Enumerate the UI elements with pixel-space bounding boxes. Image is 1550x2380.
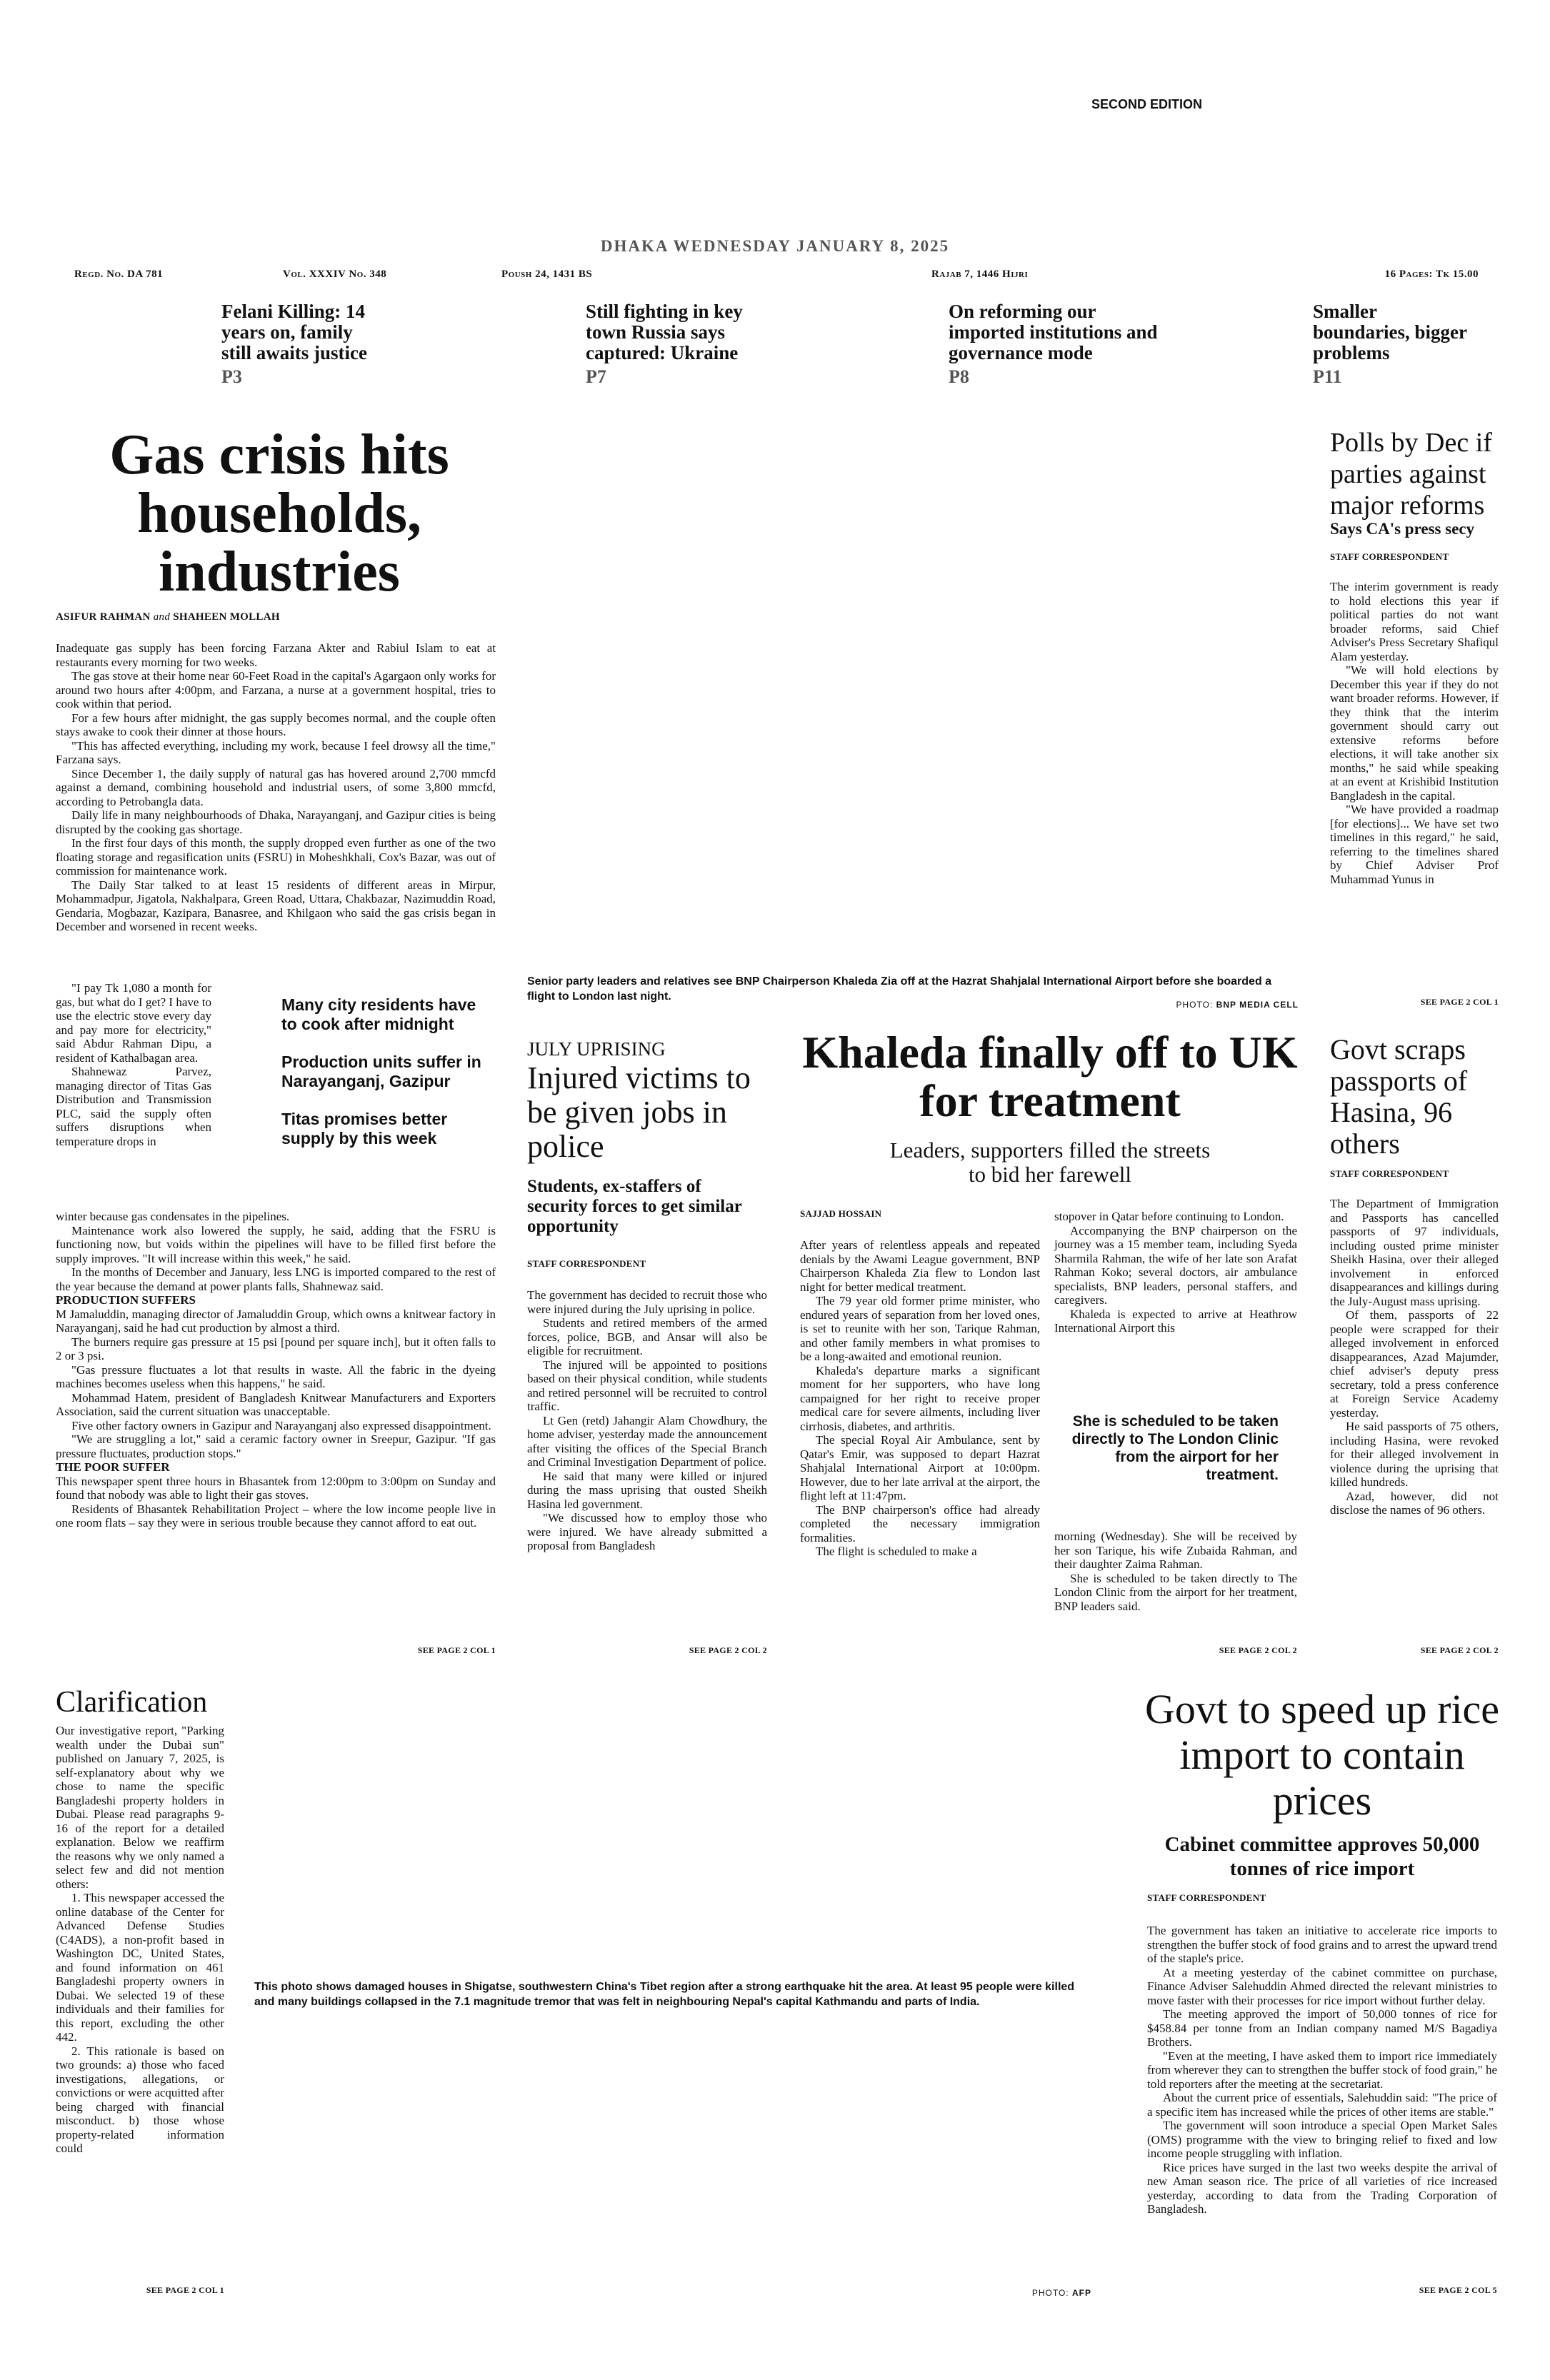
july-headline[interactable]: Injured victims to be given jobs in police <box>527 1060 751 1164</box>
paragraph: Daily life in many neighbourhoods of Dhaka, Narayanganj, and Gazipur cities is being disrupted by the cooking gas shortage. <box>56 808 496 836</box>
paragraph: Inadequate gas supply has been forcing Farzana Akter and Rabiul Islam to eat at restaurants every morning for two weeks. <box>56 641 496 669</box>
byline-and: and <box>153 611 171 623</box>
gas-see-page-link[interactable]: SEE PAGE 2 COL 1 <box>417 1645 496 1655</box>
teaser-title: Still fighting in key town Russia says captured: Ukraine <box>586 301 743 363</box>
earthquake-photo-caption: This photo shows damaged houses in Shigatse, southwestern China's Tibet region after a strong earthquake hit the area. At least 95 people were killed and many buildings collapsed in the 7.1 magnitude tremor that was felt in neighbouring Nepal's capital Kathmandu and parts of India. <box>254 1981 1075 2008</box>
paragraph: The Daily Star talked to at least 15 residents of different areas in Mirpur, Mohammadpur, Jigatola, Nakhalpara, Green Road, Uttara, Chakbazar, Nazimuddin Road, Gendaria, Mogbazar, Kazipara, Banasree, and Khilgaon who said the gas crisis began in December and worsened in recent weeks. <box>56 878 496 933</box>
khaleda-subhead: Leaders, supporters filled the streets to bid her farewell <box>889 1138 1211 1187</box>
page-count-price: 16 Pages: Tk 15.00 <box>1384 268 1479 280</box>
paragraph: For a few hours after midnight, the gas supply becomes normal, and the couple often stays awake to cook their dinner at those hours. <box>56 711 496 738</box>
paragraph: About the current price of essentials, Salehuddin said: "The price of a specific item has increased while the prices of other items are stable." <box>1147 2091 1497 2119</box>
paragraph: The gas stove at their home near 60-Feet Road in the capital's Agargaon only works for around two hours after 4:00pm, and Farzana, a nurse at a government hospital, tries to cook within that period. <box>56 669 496 711</box>
khaleda-byline: SAJJAD HOSSAIN <box>800 1208 882 1219</box>
gas-highlights <box>281 995 496 1148</box>
paragraph: The flight is scheduled to make a <box>816 1545 977 1558</box>
teaser-page: P11 <box>1313 366 1342 387</box>
polls-subhead: Says CA's press secy <box>1330 520 1475 538</box>
credit-name: AFP <box>1072 2288 1091 2298</box>
clarification-body <box>56 1724 224 2156</box>
paragraph: 1. This newspaper accessed the online database of the Center for Advanced Defense Studies (C4ADS), a non-profit based in Washington DC, United States, and found information on 461 Bangladeshi property owners in Dubai. We selected 19 of these individuals and their families for this report, excluding the other 442. <box>56 1891 224 2044</box>
paragraph: Of them, passports of 22 people were scrapped for their alleged involvement in enforced disappearances, Azad Majumder, chief adviser's deputy press secretary, told a press conference at Foreign Service Academy yesterday. <box>1330 1308 1499 1420</box>
paragraph: Azad, however, did not disclose the names of 96 others. <box>1330 1489 1499 1517</box>
paragraph: Five other factory owners in Gazipur and Narayanganj also expressed disappointment. <box>71 1418 491 1432</box>
paragraph: Since December 1, the daily supply of natural gas has hovered around 2,700 mmcfd against a demand, combining household and industrial users, of some 3,800 mmcfd, according to Petrobangla data. <box>56 766 496 808</box>
polls-byline: STAFF CORRESPONDENT <box>1330 551 1449 562</box>
passport-headline[interactable]: Govt scraps passports of Hasina, 96 others <box>1330 1033 1468 1160</box>
paragraph: The BNP chairperson's office had already completed the necessary immigration formalities. <box>800 1502 1040 1545</box>
paragraph: The injured will be appointed to positions based on their physical condition, while students and retired personnel will be recruited to control traffic. <box>527 1357 767 1413</box>
paragraph: At a meeting yesterday of the cabinet committee on purchase, Finance Adviser Salehuddin Ahmed directed the relevant ministries to move faster with their processes for rice import without further delay. <box>1147 1965 1497 2007</box>
credit-name: BNP MEDIA CELL <box>1216 1000 1299 1010</box>
paragraph: "This has affected everything, including my work, because I feel drowsy all the time," Farzana says. <box>56 738 496 766</box>
khaleda-body-col1 <box>800 1238 1040 1559</box>
paragraph: Khaleda's departure marks a significant moment for her supporters, who have long campaigned for her right to receive proper medical care for severe ailments, including liver cirrhosis, diabetes, and arthritis. <box>800 1363 1040 1433</box>
rice-see-page-link[interactable]: SEE PAGE 2 COL 5 <box>1419 2285 1497 2295</box>
paragraph: This newspaper spent three hours in Bhasantek from 12:00pm to 3:00pm on Sunday and found that nobody was able to light their gas stoves. <box>56 1474 496 1502</box>
paragraph: Maintenance work also lowered the supply, he said, adding that the FSRU is functioning now, but voids within the pipelines will have to be filled first before the supply improves. "It will increase within this week," he said. <box>56 1223 496 1265</box>
paragraph: "We discussed how to employ those who were injured. We have already submitted a proposal from Bangladesh <box>527 1511 767 1552</box>
byline-author: SHAHEEN MOLLAH <box>173 611 280 623</box>
paragraph: The interim government is ready to hold elections this year if political parties do not want broader reforms, said Chief Adviser's Press Secretary Shafiqul Alam yesterday. <box>1330 580 1499 663</box>
earthquake-photo-credit <box>986 2288 1091 2298</box>
clarification-headline[interactable]: Clarification <box>56 1686 208 1719</box>
paragraph: The burners require gas pressure at 15 psi [pound per square inch], but it often falls to 2 or 3 psi. <box>56 1335 496 1362</box>
earthquake-photo <box>250 1685 1093 1979</box>
teaser-governance[interactable] <box>949 301 1163 388</box>
khaleda-body-col2-bottom <box>1054 1530 1297 1613</box>
gas-headline[interactable]: Gas crisis hits households, industries <box>109 423 449 603</box>
teaser-page: P3 <box>221 366 242 387</box>
paragraph: Shahnewaz Parvez, managing director of Titas Gas Distribution and Transmission PLC, said the supply often suffers disruptions when temperature drops in <box>56 1065 211 1148</box>
khaleda-pull-quote: She is scheduled to be taken directly to The London Clinic from the airport for her treatment. <box>1071 1413 1279 1483</box>
teaser-title: Felani Killing: 14 years on, family still awaits justice <box>221 301 367 363</box>
volume-number: Vol. XXXIV No. 348 <box>283 268 387 280</box>
paragraph: After years of relentless appeals and repeated denials by the Awami League government, BNP Chairperson Khaleda Zia flew to London last night for better medical treatment. <box>800 1238 1040 1294</box>
highlight-item: Many city residents have to cook after midnight <box>281 995 476 1033</box>
khaleda-photo-caption: Senior party leaders and relatives see BNP Chairperson Khaleda Zia off at the Hazrat Shahjalal International Airport before she boarded a flight to London last night. <box>527 975 1272 1003</box>
highlight-item: Titas promises better supply by this week <box>281 1110 448 1148</box>
july-byline: STAFF CORRESPONDENT <box>527 1258 646 1269</box>
paragraph: The government has taken an initiative to accelerate rice imports to strengthen the buffer stock of food grains and to arrest the upward trend of the staple's price. <box>1147 1924 1497 1965</box>
july-kicker: JULY UPRISING <box>527 1038 666 1060</box>
paragraph: Rice prices have surged in the last two weeks despite the arrival of new Aman season rice. The price of all varieties of rice increased yesterday, according to data from the Trading Corporation of Bangladesh. <box>1147 2160 1497 2216</box>
paragraph: "I pay Tk 1,080 a month for gas, but what do I get? I have to use the electric stove every day and pay more for electricity," said Abdur Rahman Dipu, a resident of Kathalbagan area. <box>56 981 211 1065</box>
rice-headline[interactable]: Govt to speed up rice import to contain prices <box>1144 1686 1500 1824</box>
subhead-production: PRODUCTION SUFFERS <box>56 1293 196 1307</box>
khaleda-headline[interactable]: Khaleda finally off to UK for treatment <box>802 1027 1298 1126</box>
teaser-page: P8 <box>949 366 969 387</box>
teaser-boundaries[interactable] <box>1313 301 1470 388</box>
hijri-date: Rajab 7, 1446 Hijri <box>931 268 1029 280</box>
dateline: DHAKA WEDNESDAY JANUARY 8, 2025 <box>600 237 950 255</box>
teaser-felani[interactable] <box>221 301 386 388</box>
paragraph: winter because gas condensates in the pipelines. <box>56 1210 290 1223</box>
khaleda-see-page-link[interactable]: SEE PAGE 2 COL 2 <box>1219 1645 1297 1655</box>
passport-byline: STAFF CORRESPONDENT <box>1330 1168 1449 1179</box>
paragraph: "Gas pressure fluctuates a lot that results in waste. All the fabric in the dyeing machines becomes useless when this happens," he said. <box>56 1362 496 1390</box>
paragraph: "We are struggling a lot," said a ceramic factory owner in Sreepur, Gazipur. "If gas pressure fluctuates, production stops." <box>56 1432 496 1460</box>
paragraph: M Jamaluddin, managing director of Jamaluddin Group, which owns a knitwear factory in Narayanganj, said he had cut production by almost a third. <box>56 1307 496 1335</box>
regd-number: Regd. No. DA 781 <box>74 268 164 280</box>
subhead-poor: THE POOR SUFFER <box>56 1460 170 1474</box>
paragraph: "We have provided a roadmap [for elections]... We have set two timelines in this regard," he said, referring to the timelines shared by Chief Adviser Prof Muhammad Yunus in <box>1330 803 1499 886</box>
polls-body <box>1330 580 1499 886</box>
paragraph: In the first four days of this month, the supply dropped even further as one of the two floating storage and regasification units (FSRU) in Moheshkhali, Cox's Bazar, was out of commission for maintenance work. <box>56 836 496 878</box>
gas-byline <box>56 611 280 623</box>
paragraph: Students and retired members of the armed forces, police, BGB, and Ansar will also be eligible for recruitment. <box>527 1316 767 1357</box>
paragraph: The 79 year old former prime minister, who endured years of separation from her loved ones, is set to reunite with her son, Tarique Rahman, and other family members in what promises to be a long-awaited and emotional reunion. <box>800 1294 1040 1363</box>
khaleda-body-col2 <box>1054 1210 1297 1335</box>
teaser-ukraine[interactable] <box>586 301 757 388</box>
july-subhead: Students, ex-staffers of security forces to get similar opportunity <box>527 1177 742 1236</box>
paragraph: The government has decided to recruit those who were injured during the July uprising in police. <box>527 1288 767 1316</box>
paragraph: Residents of Bhasantek Rehabilitation Project – where the low income people live in one room flats – say they were in serious trouble because they cannot afford to eat out. <box>56 1502 496 1530</box>
passport-body <box>1330 1197 1499 1517</box>
khaleda-airport-photo <box>527 426 1299 968</box>
paragraph: Accompanying the BNP chairperson on the journey was a 15 member team, including Syeda Sharmila Rahman, the wife of her late son Arafat Rahman Koko; several doctors, air ambulance specialists, BNP leaders, personal staffers, and caregivers. <box>1054 1223 1297 1307</box>
july-see-page-link[interactable]: SEE PAGE 2 COL 2 <box>689 1645 767 1655</box>
teaser-title: On reforming our imported institutions and governance mode <box>949 301 1158 363</box>
july-body <box>527 1288 767 1553</box>
teaser-title: Smaller boundaries, bigger problems <box>1313 301 1467 363</box>
paragraph: He said that many were killed or injured during the mass uprising that ousted Sheikh Hasina led government. <box>527 1469 767 1511</box>
paragraph: Khaleda is expected to arrive at Heathrow International Airport this <box>1054 1307 1297 1335</box>
paragraph: Our investigative report, "Parking wealth under the Dubai sun" published on January 7, 2025, is self-explanatory about why we chose to name the specific Bangladeshi property holders in Dubai. Please read paragraphs 9-16 of the report for a detailed explanation. Below we reaffirm the reasons why we only named a select few and did not mention others: <box>56 1724 224 1891</box>
rice-body <box>1147 1924 1497 2216</box>
edition-label: SECOND EDITION <box>1091 97 1203 111</box>
paragraph: "Even at the meeting, I have asked them to import rice immediately from wherever they can to strengthen the buffer stock of food grain," he told reporters after the meeting at the secretariat. <box>1147 2049 1497 2091</box>
paragraph: The government will soon introduce a special Open Market Sales (OMS) programme with the view to bringing relief to fixed and low income people struggling with inflation. <box>1147 2119 1497 2160</box>
paragraph: In the months of December and January, less LNG is imported compared to the rest of the year because the demand at power plants falls, Shahnewaz said. <box>56 1265 496 1293</box>
byline-author: ASIFUR RAHMAN <box>56 611 151 623</box>
polls-headline[interactable]: Polls by Dec if parties against major reforms <box>1330 428 1492 521</box>
paragraph: morning (Wednesday). She will be received by her son Tarique, his wife Zubaida Rahman, and their daughter Zaima Rahman. <box>1054 1530 1297 1571</box>
gas-body-bottom <box>56 1210 496 1530</box>
credit-label: PHOTO: <box>1031 2288 1069 2298</box>
rice-byline: STAFF CORRESPONDENT <box>1147 1892 1266 1903</box>
khaleda-photo-credit <box>1086 1000 1299 1010</box>
highlight-item: Production units suffer in Narayanganj, Gazipur <box>281 1053 481 1090</box>
paragraph: The Department of Immigration and Passports has cancelled passports of 97 individuals, including ousted prime minister Sheikh Hasina, over their alleged involvement in enforced disappearances and killings during the July-August mass uprising. <box>1330 1197 1499 1308</box>
gas-body-top <box>56 641 496 934</box>
clarification-see-page-link[interactable]: SEE PAGE 2 COL 1 <box>146 2285 224 2295</box>
paragraph: The special Royal Air Ambulance, sent by Qatar's Emir, was supposed to depart Hazrat Shahjalal International Airport at 10:00pm. However, due to her late arrival at the airport, the flight left at 11:47pm. <box>800 1433 1040 1502</box>
passport-see-page-link[interactable]: SEE PAGE 2 COL 2 <box>1420 1645 1499 1655</box>
teaser-page: P7 <box>586 366 606 387</box>
paragraph: Mohammad Hatem, president of Bangladesh Knitwear Manufacturers and Exporters Association, said the current situation was unacceptable. <box>56 1390 496 1418</box>
paragraph: stopover in Qatar before continuing to London. <box>1054 1210 1284 1223</box>
bangla-date: Poush 24, 1431 BS <box>501 268 593 280</box>
paragraph: Lt Gen (retd) Jahangir Alam Chowdhury, the home adviser, yesterday made the announcement after visiting the offices of the Special Branch and Criminal Investigation Department of police. <box>527 1413 767 1469</box>
paragraph: 2. This rationale is based on two grounds: a) those who faced investigations, allegations, or convictions or were acquitted after being charged with financial misconduct. b) those whose property-related information could <box>56 2044 225 2155</box>
paragraph: The meeting approved the import of 50,000 tonnes of rice for $458.84 per tonne from an Indian company named M/S Bagadiya Brothers. <box>1147 2007 1497 2049</box>
paragraph: She is scheduled to be taken directly to The London Clinic from the airport for her treatment, BNP leaders said. <box>1054 1571 1297 1613</box>
gas-body-narrow <box>56 981 211 1148</box>
paragraph: "We will hold elections by December this year if they do not want broader reforms. However, if they think that the interim government should carry out extensive reforms before elections, it will take another six months," he said while speaking at an event at Krishibid Institution Bangladesh in the capital. <box>1330 663 1499 803</box>
masthead-strip <box>74 268 1479 287</box>
paragraph: He said passports of 75 others, including Hasina, were revoked for their alleged involvement in violence during the uprising that killed hundreds. <box>1330 1420 1499 1489</box>
polls-see-page-link[interactable]: SEE PAGE 2 COL 1 <box>1420 997 1499 1007</box>
rice-subhead: Cabinet committee approves 50,000 tonnes of rice import <box>1164 1833 1480 1880</box>
credit-label: PHOTO: <box>1176 1000 1214 1010</box>
